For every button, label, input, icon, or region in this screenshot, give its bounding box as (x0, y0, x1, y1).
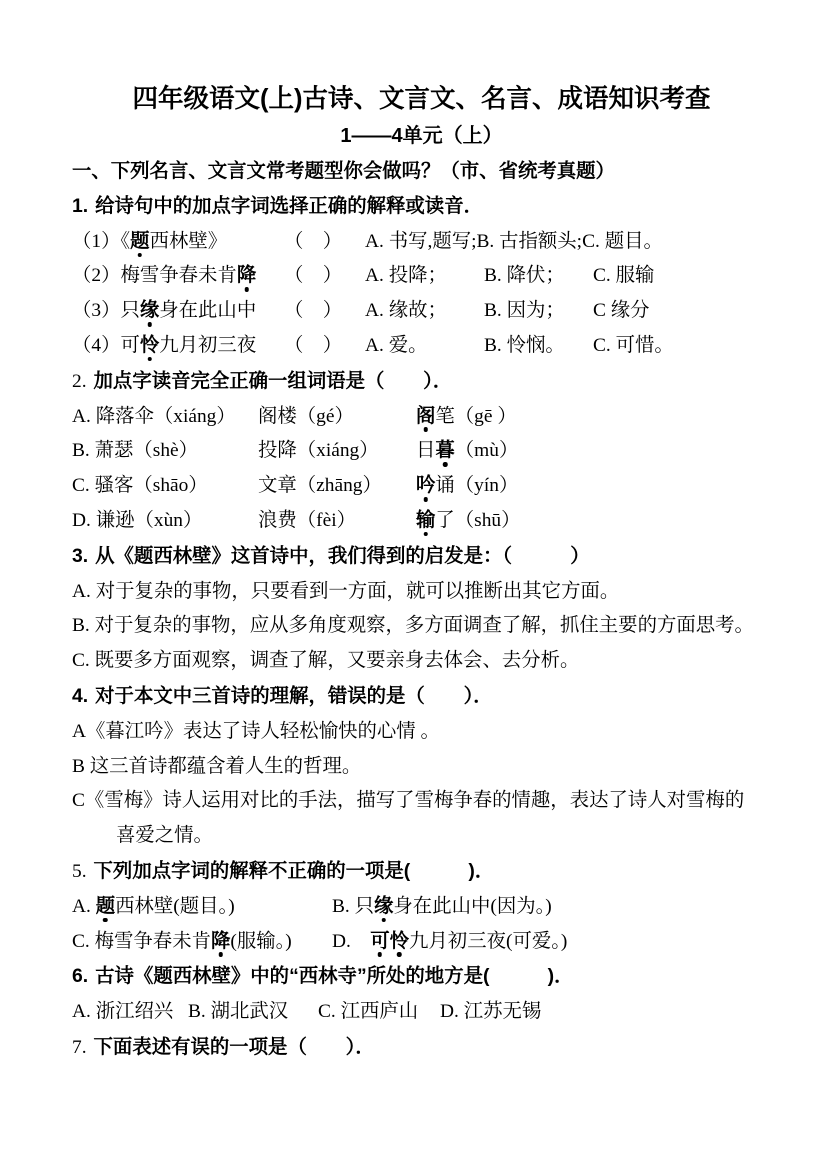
q2-option-a (72, 400, 771, 435)
q1-number: 1. (72, 194, 89, 217)
q2-option-c-word2: 文章（zhāng） (258, 475, 382, 497)
q2-heading-text: 加点字读音完全正确一组词语是（ ）． (93, 369, 453, 392)
q3-heading-text: 从《题西林壁》这首诗中，我们得到的启发是：（ ） (95, 544, 590, 567)
q5-options-row-1 (72, 890, 771, 925)
q1-item-2-choice-b: B. 降伏； (484, 265, 565, 287)
q3-number: 3. (72, 544, 89, 567)
q6-heading-text: 古诗《题西林壁》中的“西林寺”所处的地方是( )． (95, 965, 574, 988)
q6-option-b: B. 湖北武汉 (188, 1001, 289, 1023)
q1-item-4 (72, 329, 771, 364)
q5-option-c: C. 梅雪争春未肯降(服输。) (72, 929, 292, 952)
q2-option-d-word2: 浪费（fèi） (258, 509, 357, 531)
q5-option-a: A. 题西林壁(题目。) (72, 894, 235, 917)
q3-option-a: A. 对于复杂的事物，只要看到一方面，就可以推断出其它方面。 (72, 580, 620, 602)
q1-item-3-choice-b: B. 因为； (484, 300, 565, 322)
q2-option-c-word3: 吟诵（yín） (416, 474, 519, 497)
q1-item-2-choice-c: C. 服输 (593, 265, 655, 287)
q2-option-d (72, 504, 771, 539)
q2-option-b-word1: B. 萧瑟（shè） (72, 440, 199, 462)
q5-option-d: D. 可怜九月初三夜(可爱。) (332, 929, 568, 952)
q1-item-4-choice-b: B. 怜悯。 (484, 334, 565, 356)
q4-option-c: C《雪梅》诗人运用对比的手法，描写了雪梅争春的情趣，表达了诗人对雪梅的 (72, 790, 745, 812)
q2-option-b-word3: 日暮（mù） (416, 439, 519, 462)
q6-number: 6. (72, 965, 89, 988)
q2-option-c (72, 469, 771, 504)
q4-option-a: A《暮江吟》表达了诗人轻松愉快的心情 。 (72, 720, 440, 742)
q5-option-b: B. 只缘身在此山中(因为。) (332, 894, 552, 917)
q6-options-row (72, 995, 771, 1030)
q4-option-c-continued: 喜爱之情。 (116, 825, 213, 847)
q1-item-4-choice-c: C. 可惜。 (593, 334, 674, 356)
section-heading: 一、下列名言、文言文常考题型你会做吗？（市、省统考真题） (72, 160, 615, 182)
q6-heading (72, 959, 771, 995)
q1-item-3-choice-c: C 缘分 (593, 300, 650, 322)
q7-heading-text: 下面表述有误的一项是（ ）． (93, 1035, 375, 1058)
q2-number: 2. (72, 370, 87, 392)
q2-option-d-word3: 输了（shū） (416, 508, 521, 531)
q1-item-1-answer-blank: （ ） (284, 230, 343, 252)
q1-item-4-phrase: （4）可怜九月初三夜 (72, 333, 257, 356)
q5-heading-text: 下列加点字词的解释不正确的一项是( )． (93, 859, 495, 882)
q5-number: 5. (72, 860, 87, 882)
q3-heading (72, 539, 771, 575)
q2-option-a-word2: 阁楼（gé） (258, 405, 354, 427)
q1-item-2-phrase: （2）梅雪争春未肯降 (72, 264, 257, 287)
q1-item-3-answer-blank: （ ） (284, 300, 343, 322)
q1-item-2-answer-blank: （ ） (284, 265, 343, 287)
q5-heading (72, 854, 771, 890)
q4-option-b: B 这三首诗都蕴含着人生的哲理。 (72, 755, 362, 777)
q1-item-4-answer-blank: （ ） (284, 334, 343, 356)
q1-heading-text: 给诗句中的加点字词选择正确的解释或读音． (95, 194, 483, 217)
q1-item-2 (72, 259, 771, 294)
q2-option-d-word1: D. 谦逊（xùn） (72, 509, 203, 531)
q1-item-2-choice-a: A. 投降； (365, 265, 447, 287)
q2-option-c-word1: C. 骚客（shāo） (72, 475, 208, 497)
q1-item-4-choice-a: A. 爱。 (365, 334, 428, 356)
q3-option-c: C. 既要多方面观察，调查了解，又要亲身去体会、去分析。 (72, 650, 580, 672)
q6-option-c: C. 江西庐山 (318, 1001, 419, 1023)
q1-heading (72, 189, 771, 225)
q1-item-1-choices: A. 书写,题写;B. 古指额头;C. 题目。 (365, 230, 663, 252)
q4-heading-text: 对于本文中三首诗的理解，错误的是（ ）． (95, 684, 493, 707)
q5-options-row-2 (72, 925, 771, 960)
q2-option-b-word2: 投降（xiáng） (258, 440, 379, 462)
q1-item-3-choice-a: A. 缘故； (365, 300, 447, 322)
q1-item-1-phrase: （1）《题西林壁》 (72, 229, 228, 252)
q2-heading (72, 364, 771, 400)
q4-heading (72, 679, 771, 715)
q2-option-b (72, 434, 771, 469)
q3-option-b: B. 对于复杂的事物，应从多角度观察，多方面调查了解，抓住主要的方面思考。 (72, 615, 754, 637)
page-title: 四年级语文(上)古诗、文言文、名言、成语知识考查 (132, 85, 711, 113)
q6-option-a: A. 浙江绍兴 (72, 1001, 174, 1023)
page-subtitle: 1——4单元（上） (340, 125, 503, 147)
q7-heading (72, 1030, 771, 1066)
q7-number: 7. (72, 1036, 87, 1058)
q6-option-d: D. 江苏无锡 (440, 1001, 542, 1023)
q1-item-1 (72, 225, 771, 260)
q1-item-3-phrase: （3）只缘身在此山中 (72, 299, 257, 322)
q2-option-a-word1: A. 降落伞（xiáng） (72, 405, 236, 427)
q1-item-3 (72, 294, 771, 329)
q4-number: 4. (72, 684, 89, 707)
q2-option-a-word3: 阁笔（gē ） (416, 404, 517, 427)
